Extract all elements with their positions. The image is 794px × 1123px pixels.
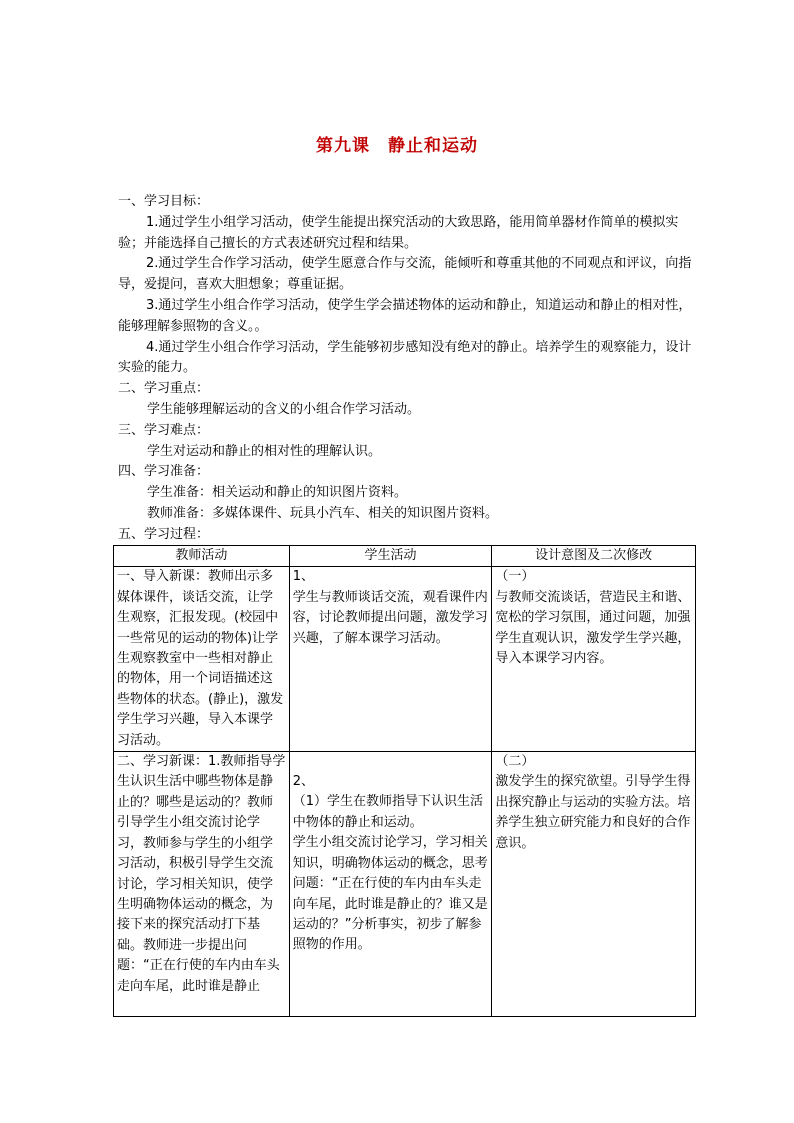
section-preparation-heading: 四、学习准备：	[118, 464, 210, 480]
student-activity-cell	[289, 567, 492, 752]
process-table	[113, 545, 696, 1017]
table-row	[114, 567, 696, 752]
table-row	[114, 752, 696, 1017]
design-intent-cell	[492, 752, 696, 1017]
lesson-body	[118, 192, 698, 546]
lesson-title: 第九课 静止和运动	[316, 136, 478, 156]
section-process-heading: 五、学习过程：	[118, 526, 210, 542]
student-step-number: 2、	[292, 774, 315, 790]
design-intent-text: 与教师交流谈话，营造民主和谐、宽松的学习氛围，通过问题，加强学生直观认识，激发学生学兴趣，导入本课学习内容。	[495, 589, 691, 667]
teacher-activity-cell: 一、导入新课：教师出示多媒体课件，谈话交流，让学生观察，汇报发现。(校园中一些常见的运动的物体)让学生观察教室中一些相对静止的物体，用一个词语描述这些物体的状态。(静止)，激发学生学习兴趣，导入本课学习活动。	[114, 567, 290, 752]
student-activity-text: （1）学生在教师指导下认识生活中物体的静止和运动。	[292, 794, 484, 830]
design-intent-cell	[492, 567, 696, 752]
student-preparation: 学生准备：相关运动和静止的知识图片资料。	[147, 485, 408, 501]
design-intent-text: 激发学生的探究欲望。引导学生得出探究静止与运动的实验方法。培养学生独立研究能力和良好的合作意识。	[495, 774, 691, 851]
objective-item: 3.通过学生小组合作学习活动，使学生学会描述物体的运动和静止，知道运动和静止的相对性，能够理解参照物的含义。。	[118, 297, 692, 334]
objective-item: 4.通过学生小组合作学习活动，学生能够初步感知没有绝对的静止。培养学生的观察能力，设计实验的能力。	[118, 339, 692, 376]
header-design-intent: 设计意图及二次修改	[492, 546, 696, 567]
section-objectives-heading: 一、学习目标：	[118, 194, 210, 209]
section-difficulty-text: 学生对运动和静止的相对性的理解认识。	[147, 443, 382, 459]
header-student-activity: 学生活动	[289, 546, 492, 567]
section-difficulty-heading: 三、学习难点：	[118, 422, 210, 438]
objective-item: 1.通过学生小组学习活动，使学生能提出探究活动的大致思路，能用简单器材作简单的模拟实验；并能选择自己擅长的方式表述研究过程和结果。	[118, 214, 679, 251]
section-focus-heading: 二、学习重点：	[118, 381, 210, 397]
student-activity-cell	[289, 752, 492, 1017]
objective-item: 2.通过学生合作学习活动，使学生愿意合作与交流，能倾听和尊重其他的不同观点和评议，向指导，爱提问，喜欢大胆想象；尊重证据。	[118, 256, 692, 293]
section-focus-text: 学生能够理解运动的含义的小组合作学习活动。	[147, 401, 421, 417]
student-activity-text: 学生小组交流讨论学习，学习相关知识，明确物体运动的概念，思考问题：“正在行使的车内由车头走向车尾，此时谁是静止的？谁又是运动的？”分析事实，初步了解参照物的作用。	[292, 835, 488, 953]
teacher-preparation: 教师准备：多媒体课件、玩具小汽车、相关的知识图片资料。	[147, 505, 499, 521]
student-step-number: 1、	[292, 569, 315, 585]
design-step-number: （二）	[495, 754, 535, 770]
header-teacher-activity: 教师活动	[114, 546, 290, 567]
design-step-number: （一）	[495, 569, 535, 585]
teacher-activity-cell: 二、学习新课：1.教师指导学生认识生活中哪些物体是静止的？哪些是运动的？教师引导学生小组交流讨论学习，教师参与学生的小组学习活动，积极引导学生交流讨论，学习相关知识，使学生明确物体运动的概念，为接下来的探究活动打下基础。教师进一步提出问题：“正在行使的车内由车头走向车尾，此时谁是静止	[114, 752, 290, 1017]
student-activity-text: 学生与教师谈话交流，观看课件内容，讨论教师提出问题，激发学习兴趣，了解本课学习活动。	[292, 589, 488, 646]
